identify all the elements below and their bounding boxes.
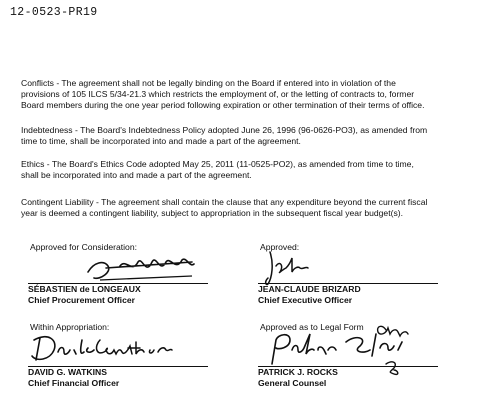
paragraph-line: Board members during the one year period following expiration or other termination of their terms of office. (21, 100, 425, 110)
paragraph-indebtedness (21, 125, 491, 147)
document-number: 12-0523-PR19 (10, 6, 98, 19)
paragraph-line: Conflicts - The agreement shall not be legally binding on the Board if entered into in violation of the (21, 78, 396, 88)
paragraph-contingent-liability (21, 197, 491, 219)
handwritten-signature-cfo (28, 330, 178, 368)
signature-identity-counsel (258, 366, 438, 389)
signer-title: Chief Procurement Officer (28, 295, 135, 305)
paragraph-line: year is deemed a contingent liability, subject to appropriation in the subsequent fiscal year budget(s). (21, 208, 404, 218)
signer-title: Chief Financial Officer (28, 378, 120, 388)
signature-caption: Approved for Consideration: (30, 242, 138, 252)
paragraph-line: Indebtedness - The Board's Indebtedness Policy adopted June 26, 1996 (96-0626-PO3), as amended from (21, 125, 428, 135)
signature-identity-cfo (28, 366, 208, 389)
signature-caption: Approved: (260, 242, 300, 252)
paragraph-conflicts (21, 78, 491, 111)
paragraph-line: Contingent Liability - The agreement shall contain the clause that any expenditure beyond the current fiscal (21, 197, 428, 207)
signature-identity-ceo (258, 283, 438, 306)
signer-title: General Counsel (258, 378, 327, 388)
signer-name: JEAN-CLAUDE BRIZARD (258, 284, 361, 294)
paragraph-line: provisions of 105 ILCS 5/34-21.3 which restricts the employment of, or the letting of contracts to, former (21, 89, 415, 99)
paragraph-line: shall be incorporated into and made a part of the agreement. (21, 170, 252, 180)
paragraph-ethics (21, 159, 491, 181)
signer-name: PATRICK J. ROCKS (258, 367, 338, 377)
signature-caption: Within Appropriation: (30, 322, 110, 332)
signature-identity-procurement (28, 283, 208, 306)
paragraph-line: time to time, shall be incorporated into and made a part of the agreement. (21, 136, 301, 146)
paragraph-line: Ethics - The Board's Ethics Code adopted May 25, 2011 (11-0525-PO2), as amended from time to time, (21, 159, 414, 169)
handwritten-signature-ceo (262, 248, 322, 288)
signer-title: Chief Executive Officer (258, 295, 353, 305)
signer-name: DAVID G. WATKINS (28, 367, 107, 377)
signer-name: SÉBASTIEN de LONGEAUX (28, 284, 141, 294)
signature-caption: Approved as to Legal Form (260, 322, 364, 332)
